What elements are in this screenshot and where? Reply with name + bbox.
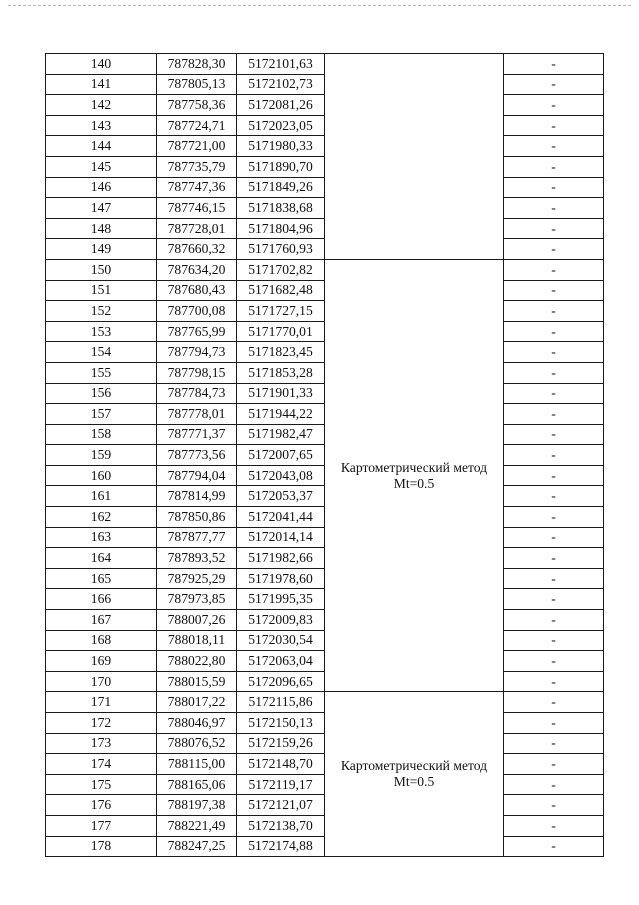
y-coordinate-cell: 5171823,45 (237, 342, 325, 363)
x-coordinate-cell: 788197,38 (157, 795, 237, 816)
x-coordinate-cell: 787794,04 (157, 465, 237, 486)
point-number-cell: 167 (46, 610, 157, 631)
x-coordinate-cell: 787784,73 (157, 383, 237, 404)
note-cell: - (504, 507, 604, 528)
y-coordinate-cell: 5172081,26 (237, 95, 325, 116)
y-coordinate-cell: 5171770,01 (237, 321, 325, 342)
y-coordinate-cell: 5171804,96 (237, 218, 325, 239)
point-number-cell: 145 (46, 156, 157, 177)
x-coordinate-cell: 787814,99 (157, 486, 237, 507)
x-coordinate-cell: 788221,49 (157, 815, 237, 836)
x-coordinate-cell: 787794,73 (157, 342, 237, 363)
y-coordinate-cell: 5172102,73 (237, 74, 325, 95)
coordinates-table (45, 53, 604, 857)
y-coordinate-cell: 5172096,65 (237, 671, 325, 692)
point-number-cell: 150 (46, 259, 157, 280)
x-coordinate-cell: 787746,15 (157, 198, 237, 219)
y-coordinate-cell: 5171978,60 (237, 568, 325, 589)
note-cell: - (504, 774, 604, 795)
y-coordinate-cell: 5172138,70 (237, 815, 325, 836)
note-cell: - (504, 259, 604, 280)
y-coordinate-cell: 5172030,54 (237, 630, 325, 651)
note-cell: - (504, 836, 604, 857)
y-coordinate-cell: 5171702,82 (237, 259, 325, 280)
note-cell: - (504, 280, 604, 301)
note-cell: - (504, 486, 604, 507)
note-cell: - (504, 445, 604, 466)
point-number-cell: 173 (46, 733, 157, 754)
x-coordinate-cell: 788165,06 (157, 774, 237, 795)
y-coordinate-cell: 5171760,93 (237, 239, 325, 260)
point-number-cell: 162 (46, 507, 157, 528)
x-coordinate-cell: 787765,99 (157, 321, 237, 342)
point-number-cell: 164 (46, 548, 157, 569)
note-cell: - (504, 589, 604, 610)
note-cell: - (504, 321, 604, 342)
y-coordinate-cell: 5171682,48 (237, 280, 325, 301)
note-cell: - (504, 362, 604, 383)
point-number-cell: 143 (46, 115, 157, 136)
y-coordinate-cell: 5172159,26 (237, 733, 325, 754)
note-cell: - (504, 156, 604, 177)
y-coordinate-cell: 5172174,88 (237, 836, 325, 857)
table-row (46, 259, 604, 280)
y-coordinate-cell: 5171995,35 (237, 589, 325, 610)
y-coordinate-cell: 5171980,33 (237, 136, 325, 157)
note-cell: - (504, 713, 604, 734)
point-number-cell: 166 (46, 589, 157, 610)
y-coordinate-cell: 5171944,22 (237, 404, 325, 425)
y-coordinate-cell: 5172101,63 (237, 54, 325, 75)
x-coordinate-cell: 788018,11 (157, 630, 237, 651)
note-cell: - (504, 177, 604, 198)
note-cell: - (504, 651, 604, 672)
method-label: Картометрический метод (340, 459, 488, 475)
point-number-cell: 156 (46, 383, 157, 404)
y-coordinate-cell: 5171853,28 (237, 362, 325, 383)
note-cell: - (504, 815, 604, 836)
note-cell: - (504, 54, 604, 75)
point-number-cell: 157 (46, 404, 157, 425)
point-number-cell: 154 (46, 342, 157, 363)
x-coordinate-cell: 788115,00 (157, 754, 237, 775)
table-row (46, 54, 604, 75)
point-number-cell: 159 (46, 445, 157, 466)
note-cell: - (504, 342, 604, 363)
x-coordinate-cell: 787735,79 (157, 156, 237, 177)
x-coordinate-cell: 787721,00 (157, 136, 237, 157)
y-coordinate-cell: 5172121,07 (237, 795, 325, 816)
point-number-cell: 147 (46, 198, 157, 219)
point-number-cell: 168 (46, 630, 157, 651)
x-coordinate-cell: 787850,86 (157, 507, 237, 528)
x-coordinate-cell: 787680,43 (157, 280, 237, 301)
note-cell: - (504, 610, 604, 631)
y-coordinate-cell: 5172063,04 (237, 651, 325, 672)
y-coordinate-cell: 5171838,68 (237, 198, 325, 219)
note-cell: - (504, 548, 604, 569)
x-coordinate-cell: 787973,85 (157, 589, 237, 610)
note-cell: - (504, 383, 604, 404)
point-number-cell: 149 (46, 239, 157, 260)
x-coordinate-cell: 788015,59 (157, 671, 237, 692)
x-coordinate-cell: 788247,25 (157, 836, 237, 857)
point-number-cell: 151 (46, 280, 157, 301)
x-coordinate-cell: 787728,01 (157, 218, 237, 239)
x-coordinate-cell: 787634,20 (157, 259, 237, 280)
note-cell: - (504, 301, 604, 322)
point-number-cell: 175 (46, 774, 157, 795)
note-cell: - (504, 692, 604, 713)
x-coordinate-cell: 788076,52 (157, 733, 237, 754)
y-coordinate-cell: 5172014,14 (237, 527, 325, 548)
x-coordinate-cell: 787660,32 (157, 239, 237, 260)
x-coordinate-cell: 788017,22 (157, 692, 237, 713)
coordinates-table-body (46, 54, 604, 857)
x-coordinate-cell: 788022,80 (157, 651, 237, 672)
y-coordinate-cell: 5172041,44 (237, 507, 325, 528)
note-cell: - (504, 95, 604, 116)
x-coordinate-cell: 787778,01 (157, 404, 237, 425)
point-number-cell: 148 (46, 218, 157, 239)
point-number-cell: 152 (46, 301, 157, 322)
y-coordinate-cell: 5172009,83 (237, 610, 325, 631)
point-number-cell: 160 (46, 465, 157, 486)
note-cell: - (504, 630, 604, 651)
x-coordinate-cell: 787700,08 (157, 301, 237, 322)
note-cell: - (504, 136, 604, 157)
x-coordinate-cell: 787893,52 (157, 548, 237, 569)
note-cell: - (504, 198, 604, 219)
point-number-cell: 172 (46, 713, 157, 734)
note-cell: - (504, 465, 604, 486)
note-cell: - (504, 733, 604, 754)
y-coordinate-cell: 5171982,47 (237, 424, 325, 445)
x-coordinate-cell: 787771,37 (157, 424, 237, 445)
y-coordinate-cell: 5171901,33 (237, 383, 325, 404)
note-cell: - (504, 671, 604, 692)
point-number-cell: 177 (46, 815, 157, 836)
note-cell: - (504, 795, 604, 816)
note-cell: - (504, 115, 604, 136)
point-number-cell: 170 (46, 671, 157, 692)
page-top-edge (8, 5, 631, 6)
point-number-cell: 171 (46, 692, 157, 713)
accuracy-label: Mt=0.5 (393, 774, 435, 790)
note-cell: - (504, 568, 604, 589)
y-coordinate-cell: 5171849,26 (237, 177, 325, 198)
x-coordinate-cell: 787828,30 (157, 54, 237, 75)
x-coordinate-cell: 787877,77 (157, 527, 237, 548)
y-coordinate-cell: 5172007,65 (237, 445, 325, 466)
point-number-cell: 153 (46, 321, 157, 342)
y-coordinate-cell: 5171727,15 (237, 301, 325, 322)
method-cell (325, 54, 504, 260)
x-coordinate-cell: 787747,36 (157, 177, 237, 198)
y-coordinate-cell: 5172115,86 (237, 692, 325, 713)
y-coordinate-cell: 5171890,70 (237, 156, 325, 177)
x-coordinate-cell: 787724,71 (157, 115, 237, 136)
method-label: Картометрический метод (340, 758, 488, 774)
point-number-cell: 176 (46, 795, 157, 816)
y-coordinate-cell: 5172053,37 (237, 486, 325, 507)
note-cell: - (504, 754, 604, 775)
note-cell: - (504, 218, 604, 239)
point-number-cell: 165 (46, 568, 157, 589)
y-coordinate-cell: 5172150,13 (237, 713, 325, 734)
x-coordinate-cell: 787798,15 (157, 362, 237, 383)
note-cell: - (504, 424, 604, 445)
y-coordinate-cell: 5172119,17 (237, 774, 325, 795)
x-coordinate-cell: 788046,97 (157, 713, 237, 734)
point-number-cell: 142 (46, 95, 157, 116)
point-number-cell: 174 (46, 754, 157, 775)
point-number-cell: 141 (46, 74, 157, 95)
y-coordinate-cell: 5172023,05 (237, 115, 325, 136)
method-cell (325, 259, 504, 691)
x-coordinate-cell: 788007,26 (157, 610, 237, 631)
x-coordinate-cell: 787758,36 (157, 95, 237, 116)
x-coordinate-cell: 787925,29 (157, 568, 237, 589)
note-cell: - (504, 404, 604, 425)
note-cell: - (504, 239, 604, 260)
point-number-cell: 155 (46, 362, 157, 383)
point-number-cell: 161 (46, 486, 157, 507)
y-coordinate-cell: 5172043,08 (237, 465, 325, 486)
point-number-cell: 146 (46, 177, 157, 198)
x-coordinate-cell: 787773,56 (157, 445, 237, 466)
point-number-cell: 144 (46, 136, 157, 157)
method-cell (325, 692, 504, 857)
x-coordinate-cell: 787805,13 (157, 74, 237, 95)
point-number-cell: 169 (46, 651, 157, 672)
accuracy-label: Mt=0.5 (393, 475, 435, 491)
table-row (46, 692, 604, 713)
y-coordinate-cell: 5171982,66 (237, 548, 325, 569)
point-number-cell: 178 (46, 836, 157, 857)
note-cell: - (504, 74, 604, 95)
y-coordinate-cell: 5172148,70 (237, 754, 325, 775)
point-number-cell: 140 (46, 54, 157, 75)
point-number-cell: 163 (46, 527, 157, 548)
point-number-cell: 158 (46, 424, 157, 445)
note-cell: - (504, 527, 604, 548)
